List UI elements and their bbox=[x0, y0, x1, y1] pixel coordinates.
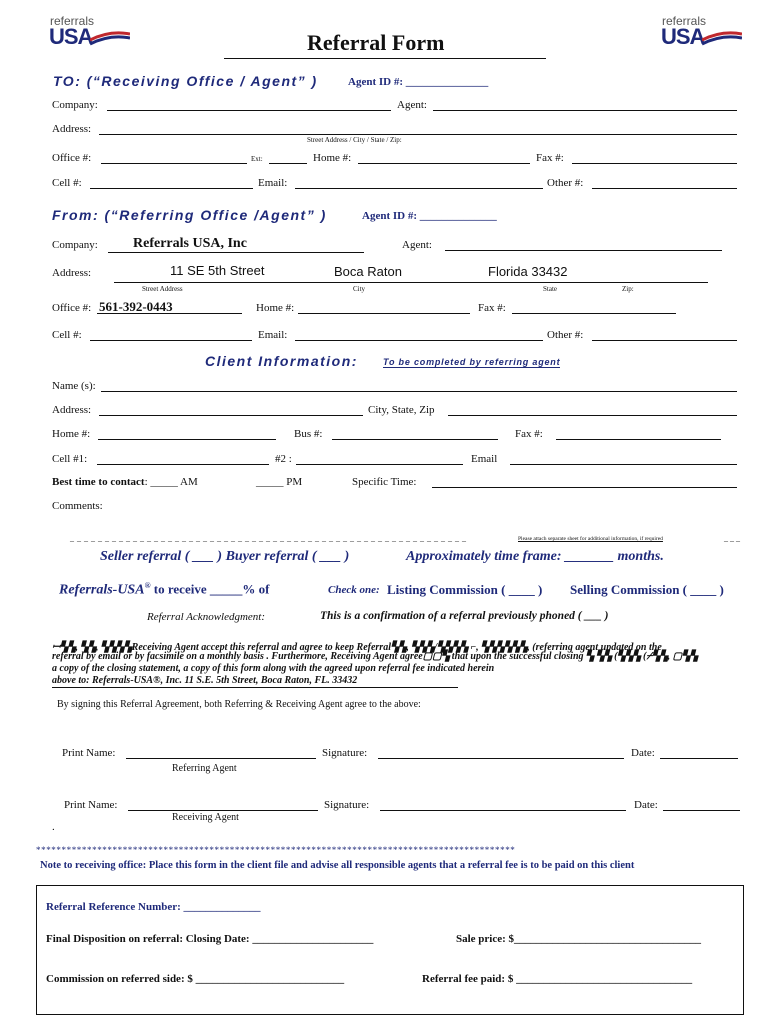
sig2-signature-label: Signature: bbox=[324, 799, 370, 811]
agreement-line-2: referral by email or by facsimile on a monthly basis . Furthermore, Receiving Agent agree▢▢▚ that upon the successful closing ▚ ▚▚ (▚▚▚ (⌿▚▚, ▢▚▚ bbox=[52, 651, 698, 662]
to-ext-field[interactable] bbox=[269, 163, 307, 164]
sig2-print-field[interactable] bbox=[128, 810, 318, 811]
to-address-label: Address: bbox=[52, 123, 92, 135]
from-address-label: Address: bbox=[52, 267, 92, 279]
client-address-label: Address: bbox=[52, 404, 92, 416]
logo-text-referrals: referrals bbox=[50, 14, 95, 28]
from-address-field[interactable] bbox=[114, 282, 708, 283]
ack-label: Referral Acknowledgment: bbox=[147, 611, 266, 623]
to-fax-label: Fax #: bbox=[536, 152, 564, 164]
client-fax-label: Fax #: bbox=[515, 428, 543, 440]
from-office-value: 561-392-0443 bbox=[99, 299, 173, 314]
client-subheading: To be completed by referring agent bbox=[383, 357, 561, 367]
receiving-office-note: Note to receiving office: Place this form in the client file and advise all responsible agents that a referral fee is to be paid on this client bbox=[40, 860, 635, 871]
from-fax-label: Fax #: bbox=[478, 302, 506, 314]
to-company-label: Company: bbox=[52, 99, 98, 111]
logo-text-usa: USA bbox=[661, 24, 705, 49]
client-cell-field[interactable] bbox=[97, 464, 269, 465]
sig2-signature-field[interactable] bbox=[380, 810, 626, 811]
from-agent-id[interactable]: Agent ID #: ______________ bbox=[362, 210, 497, 222]
flag-swoosh-icon bbox=[702, 30, 742, 46]
from-home-label: Home #: bbox=[256, 302, 295, 314]
from-agent-field[interactable] bbox=[445, 250, 722, 251]
sale-price[interactable]: Sale price: $__________________________________ bbox=[456, 933, 702, 945]
referrals-usa-logo-right bbox=[662, 14, 744, 50]
receive-row bbox=[59, 581, 269, 599]
check-one-label: Check one: bbox=[328, 584, 380, 596]
client-email-field[interactable] bbox=[510, 464, 737, 465]
from-cell-field[interactable] bbox=[90, 340, 252, 341]
to-home-field[interactable] bbox=[358, 163, 530, 164]
to-fax-field[interactable] bbox=[572, 163, 737, 164]
receive-company: Referrals-USA bbox=[59, 582, 145, 598]
agreement-line-1: ꟷ▚▚, ▚▚, ▚▚▚▚Receiving Agent accept this referral and agree to keep Referral▚▚, ▚▚▚/▚▚▚▚ ⌐, ▚▚▚▚▚▚, (referring agent updated on the bbox=[52, 642, 662, 653]
from-company-label: Company: bbox=[52, 239, 98, 251]
sig2-role: Receiving Agent bbox=[172, 812, 239, 823]
to-office-field[interactable] bbox=[101, 163, 247, 164]
sig1-signature-label: Signature: bbox=[322, 747, 368, 759]
to-cell-label: Cell #: bbox=[52, 177, 82, 189]
client-home-label: Home #: bbox=[52, 428, 91, 440]
client-heading: Client Information: bbox=[205, 353, 358, 369]
registered-mark: ® bbox=[144, 581, 151, 590]
client-specific-field[interactable] bbox=[432, 487, 737, 488]
sig1-print-field[interactable] bbox=[126, 758, 316, 759]
seller-referral[interactable]: Seller referral ( ___ ) bbox=[100, 549, 223, 564]
client-bus-label: Bus #: bbox=[294, 428, 323, 440]
to-other-label: Other #: bbox=[547, 177, 584, 189]
logo-text-usa: USA bbox=[49, 24, 93, 49]
client-cell2-field[interactable] bbox=[296, 464, 463, 465]
agreement-underline bbox=[52, 687, 458, 688]
from-company-value: Referrals USA, Inc bbox=[133, 236, 247, 251]
to-company-field[interactable] bbox=[107, 110, 391, 111]
logo-text-referrals: referrals bbox=[662, 14, 707, 28]
referrals-usa-logo-left bbox=[50, 14, 132, 50]
from-other-field[interactable] bbox=[592, 340, 737, 341]
star-divider: ********************************************************************************************** bbox=[36, 845, 516, 855]
from-email-label: Email: bbox=[258, 329, 288, 341]
sig1-print-label: Print Name: bbox=[62, 747, 116, 759]
from-street-value: 11 SE 5th Street bbox=[170, 263, 265, 278]
client-csz-field[interactable] bbox=[448, 415, 737, 416]
client-fax-field[interactable] bbox=[556, 439, 721, 440]
attach-note-dashes: _ _ _ bbox=[724, 534, 740, 543]
from-fax-field[interactable] bbox=[512, 313, 676, 314]
flag-swoosh-icon bbox=[90, 30, 130, 46]
client-cell-label: Cell #1: bbox=[52, 453, 88, 465]
page-title: Referral Form bbox=[307, 30, 445, 55]
agreement-line-4: above to: Referrals-USA®, Inc. 11 S.E. 5th Street, Boca Raton, FL. 33432 bbox=[52, 675, 358, 686]
sig2-date-field[interactable] bbox=[663, 810, 740, 811]
to-office-label: Office #: bbox=[52, 152, 92, 164]
client-email-label: Email bbox=[471, 453, 498, 465]
client-specific-label: Specific Time: bbox=[352, 476, 417, 488]
ref-number[interactable]: Referral Reference Number: ______________ bbox=[46, 901, 261, 913]
buyer-referral[interactable]: Buyer referral ( ___ ) bbox=[225, 549, 350, 564]
to-address-field[interactable] bbox=[99, 134, 737, 135]
receive-percent[interactable]: to receive _____% of bbox=[150, 581, 270, 597]
to-cell-field[interactable] bbox=[90, 188, 253, 189]
from-office-field[interactable] bbox=[97, 313, 242, 314]
to-email-label: Email: bbox=[258, 177, 288, 189]
sig2-date-label: Date: bbox=[634, 799, 658, 811]
client-cell2-label: #2 : bbox=[275, 453, 292, 465]
to-agent-field[interactable] bbox=[433, 110, 737, 111]
to-heading: TO: (“Receiving Office / Agent” ) bbox=[53, 73, 318, 89]
seller-buyer-row bbox=[100, 549, 349, 565]
from-state-value: Florida 33432 bbox=[488, 264, 568, 279]
client-best-time bbox=[52, 476, 198, 488]
comments-dash-line[interactable]: _ _ _ _ _ _ _ _ _ _ _ _ _ _ _ _ _ _ _ _ _ _ _ _ _ _ _ _ _ _ _ _ _ _ _ _ _ _ _ _ _ _ _ _ _ _ _ _ _ _ _ _ _ _ _ _ _ bbox=[70, 534, 467, 543]
client-name-field[interactable] bbox=[101, 391, 737, 392]
from-email-field[interactable] bbox=[295, 340, 543, 341]
title-underline bbox=[224, 58, 546, 59]
from-sub-street: Street Address bbox=[142, 285, 183, 293]
sig1-role: Referring Agent bbox=[172, 763, 237, 774]
best-time-pm[interactable]: _____ PM bbox=[256, 476, 303, 488]
time-frame[interactable]: Approximately time frame: _______ months. bbox=[406, 549, 664, 564]
from-cell-label: Cell #: bbox=[52, 329, 82, 341]
stray-period: . bbox=[52, 821, 55, 833]
from-company-field[interactable] bbox=[108, 252, 364, 253]
from-home-field[interactable] bbox=[298, 313, 470, 314]
to-agent-id[interactable]: Agent ID #: _______________ bbox=[348, 76, 489, 88]
selling-commission[interactable]: Selling Commission ( ____ ) bbox=[570, 582, 724, 597]
ack-confirm[interactable]: This is a confirmation of a referral previously phoned ( ___ ) bbox=[320, 610, 609, 622]
commission-referred[interactable]: Commission on referred side: $ ___________________________ bbox=[46, 973, 345, 985]
client-name-label: Name (s): bbox=[52, 380, 96, 392]
final-disposition[interactable]: Final Disposition on referral: Closing Date: ______________________ bbox=[46, 933, 374, 945]
from-agent-label: Agent: bbox=[402, 239, 432, 251]
sig1-date-field[interactable] bbox=[660, 758, 738, 759]
client-csz-label: City, State, Zip bbox=[368, 404, 435, 416]
client-address-field[interactable] bbox=[99, 415, 363, 416]
from-sub-city: City bbox=[353, 285, 366, 293]
sig1-signature-field[interactable] bbox=[378, 758, 624, 759]
from-office-label: Office #: bbox=[52, 302, 92, 314]
best-time-label: Best time to contact bbox=[52, 476, 145, 488]
to-address-sublabels: Street Address / City / State / Zip: bbox=[307, 136, 402, 144]
client-home-field[interactable] bbox=[98, 439, 276, 440]
to-home-label: Home #: bbox=[313, 152, 352, 164]
client-bus-field[interactable] bbox=[332, 439, 498, 440]
from-other-label: Other #: bbox=[547, 329, 584, 341]
from-sub-state: State bbox=[543, 285, 557, 293]
to-other-field[interactable] bbox=[592, 188, 737, 189]
attach-note: Please attach separate sheet for additional information, if required bbox=[518, 536, 663, 542]
agreement-line-3: a copy of the closing statement, a copy of this form along with the agreed upon referral fee indicated herein bbox=[52, 663, 495, 674]
referral-fee-paid[interactable]: Referral fee paid: $ ________________________________ bbox=[422, 973, 693, 985]
to-email-field[interactable] bbox=[295, 188, 543, 189]
listing-commission[interactable]: Listing Commission ( ____ ) bbox=[387, 582, 543, 597]
client-comments-label: Comments: bbox=[52, 500, 103, 512]
from-sub-zip: Zip: bbox=[622, 285, 634, 293]
to-agent-label: Agent: bbox=[397, 99, 427, 111]
signing-statement: By signing this Referral Agreement, both Referring & Receiving Agent agree to the above: bbox=[57, 699, 421, 710]
from-heading: From: (“Referring Office /Agent” ) bbox=[52, 207, 327, 223]
sig2-print-label: Print Name: bbox=[64, 799, 118, 811]
sig1-date-label: Date: bbox=[631, 747, 655, 759]
from-city-value: Boca Raton bbox=[334, 264, 402, 279]
to-ext-label: Ext: bbox=[251, 155, 263, 163]
best-time-am[interactable]: : _____ AM bbox=[144, 476, 198, 488]
